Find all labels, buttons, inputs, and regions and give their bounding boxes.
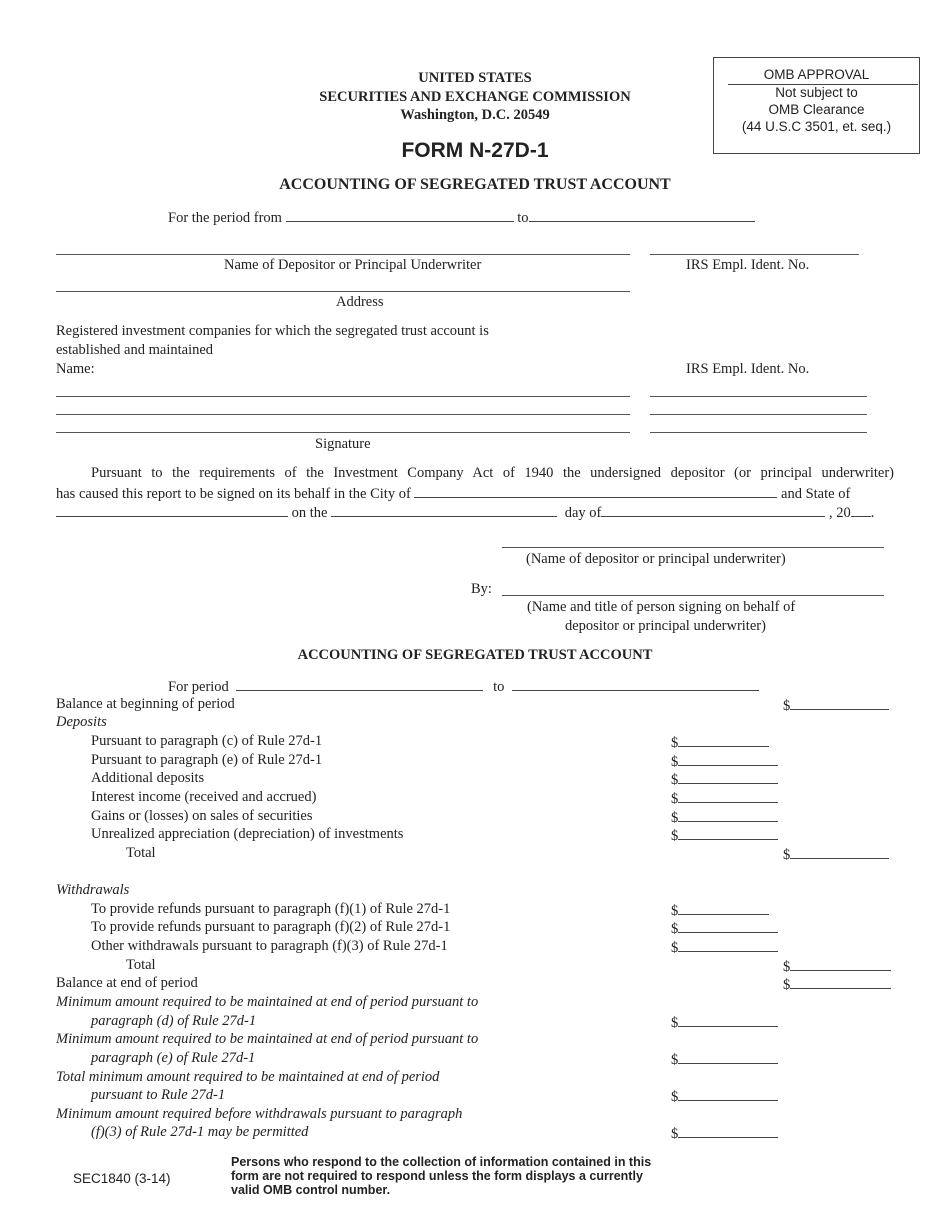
- period-from-field[interactable]: [286, 209, 514, 222]
- amount-field[interactable]: [678, 827, 778, 840]
- omb-line3: (44 U.S.C 3501, et. seq.): [741, 119, 892, 134]
- deposits-total-label: Total: [126, 845, 156, 861]
- amount-field[interactable]: [790, 697, 889, 710]
- balance-end-label: Balance at end of period: [56, 975, 198, 991]
- city-field[interactable]: [414, 485, 777, 498]
- accounting-from-field[interactable]: [236, 678, 483, 691]
- company-name-field[interactable]: [56, 396, 630, 397]
- withdrawal-f1-amount: [671, 902, 769, 919]
- omb-line2: OMB Clearance: [768, 102, 865, 117]
- deposit-unrealized-label: Unrealized appreciation (depreciation) of investments: [91, 826, 404, 842]
- companies-irs-label: IRS Empl. Ident. No.: [686, 361, 810, 377]
- day-of-field[interactable]: [601, 504, 825, 517]
- amount-field[interactable]: [790, 846, 889, 859]
- signer-caption-line2: depositor or principal underwriter): [565, 618, 766, 634]
- currency-sign: $: [671, 940, 679, 956]
- omb-notice-line2: form are not required to respond unless the form displays a currently: [231, 1169, 643, 1183]
- currency-sign: $: [671, 921, 679, 937]
- min-d-label-line2: paragraph (d) of Rule 27d-1: [91, 1013, 257, 1029]
- period-to-field[interactable]: [529, 209, 755, 222]
- min-e-label-line1: Minimum amount required to be maintained at end of period pursuant to: [56, 1031, 479, 1047]
- omb-notice-line3: valid OMB control number.: [231, 1183, 391, 1197]
- signer-caption-line1: (Name and title of person signing on behalf of: [527, 599, 796, 615]
- withdrawals-heading: Withdrawals: [56, 882, 130, 898]
- registered-companies-line2: established and maintained: [56, 342, 214, 358]
- deposit-unrealized-amount: [671, 827, 778, 844]
- currency-sign: $: [671, 1052, 679, 1068]
- accounting-to-field[interactable]: [512, 678, 759, 691]
- deposits-total-amount: [783, 846, 889, 863]
- agency-line1: UNITED STATES: [418, 70, 532, 86]
- min-e-amount: [671, 1051, 778, 1068]
- period-from-label: For the period from: [168, 210, 282, 226]
- company-name-field[interactable]: [56, 432, 630, 433]
- deposit-c-amount: [671, 734, 769, 751]
- omb-line1: Not subject to: [775, 85, 858, 100]
- depositor-caption: (Name of depositor or principal underwriter): [526, 551, 786, 567]
- on-the-field[interactable]: [331, 504, 557, 517]
- currency-sign: $: [783, 977, 791, 993]
- min-e-label-line2: paragraph (e) of Rule 27d-1: [91, 1050, 256, 1066]
- withdrawal-f3-label: Other withdrawals pursuant to paragraph (f)(3) of Rule 27d-1: [91, 938, 448, 954]
- deposit-e-amount: [671, 753, 778, 770]
- for-period-label: For period: [168, 679, 229, 695]
- currency-sign: $: [671, 772, 679, 788]
- currency-sign: $: [671, 1089, 679, 1105]
- accounting-heading: ACCOUNTING OF SEGREGATED TRUST ACCOUNT: [297, 647, 653, 663]
- amount-field[interactable]: [790, 976, 891, 989]
- company-irs-field[interactable]: [650, 414, 867, 415]
- withdrawal-f3-amount: [671, 939, 778, 956]
- deposit-gains-amount: [671, 809, 778, 826]
- omb-approval-box: [713, 57, 920, 154]
- city-label: has caused this report to be signed on its behalf in the City of: [56, 486, 411, 502]
- currency-sign: $: [671, 810, 679, 826]
- total-min-label-line2: pursuant to Rule 27d-1: [91, 1087, 226, 1103]
- address-label: Address: [336, 294, 384, 310]
- balance-beginning-label: Balance at beginning of period: [56, 696, 235, 712]
- deposits-heading: Deposits: [56, 714, 107, 730]
- form-title: FORM N-27D-1: [401, 139, 549, 162]
- signature-label: Signature: [315, 436, 371, 452]
- amount-field[interactable]: [678, 734, 769, 747]
- currency-sign: $: [783, 959, 791, 975]
- agency-city: Washington, D.C. 20549: [400, 107, 550, 123]
- by-signature-field[interactable]: [502, 595, 884, 596]
- deposit-e-label: Pursuant to paragraph (e) of Rule 27d-1: [91, 752, 323, 768]
- currency-sign: $: [671, 903, 679, 919]
- min-withdrawal-label-line2: (f)(3) of Rule 27d-1 may be permitted: [91, 1124, 309, 1140]
- omb-notice-line1: Persons who respond to the collection of information contained in this: [231, 1155, 652, 1169]
- on-the-label: on the: [291, 505, 328, 521]
- company-irs-field[interactable]: [650, 396, 867, 397]
- depositor-signature-field[interactable]: [502, 547, 884, 548]
- amount-field[interactable]: [678, 809, 778, 822]
- balance-end-amount: [783, 976, 891, 993]
- company-name-field[interactable]: [56, 414, 630, 415]
- form-code: SEC1840 (3-14): [73, 1171, 171, 1186]
- registered-companies-line1: Registered investment companies for which the segregated trust account is: [56, 323, 489, 339]
- address-field[interactable]: [56, 291, 630, 292]
- agency-line2: SECURITIES AND EXCHANGE COMMISSION: [319, 89, 631, 105]
- amount-field[interactable]: [678, 1014, 778, 1027]
- withdrawals-total-amount: [783, 958, 891, 975]
- deposit-c-label: Pursuant to paragraph (c) of Rule 27d-1: [91, 733, 323, 749]
- deposit-gains-label: Gains or (losses) on sales of securities: [91, 808, 313, 824]
- total-min-amount: [671, 1088, 778, 1105]
- min-withdrawal-label-line1: Minimum amount required before withdrawals pursuant to paragraph: [56, 1106, 463, 1122]
- amount-field[interactable]: [678, 1125, 778, 1138]
- min-withdrawal-amount: [671, 1125, 778, 1142]
- year-label: , 20: [828, 505, 851, 521]
- amount-field[interactable]: [678, 790, 778, 803]
- currency-sign: $: [671, 735, 679, 751]
- currency-sign: $: [783, 847, 791, 863]
- withdrawals-total-label: Total: [126, 957, 156, 973]
- depositor-name-label: Name of Depositor or Principal Underwriter: [224, 257, 482, 273]
- currency-sign: $: [671, 754, 679, 770]
- pursuant-line2: [56, 485, 850, 502]
- amount-field[interactable]: [678, 939, 778, 952]
- name-label: Name:: [56, 361, 95, 377]
- sentence-end: .: [870, 505, 875, 521]
- deposit-additional-label: Additional deposits: [91, 770, 205, 786]
- total-min-label-line1: Total minimum amount required to be maintained at end of period: [56, 1069, 440, 1085]
- min-d-amount: [671, 1014, 778, 1031]
- pursuant-line3: [56, 504, 874, 521]
- currency-sign: $: [671, 828, 679, 844]
- currency-sign: $: [671, 1126, 679, 1142]
- deposit-additional-amount: [671, 771, 778, 788]
- accounting-period-line: [168, 678, 759, 695]
- state-label: and State of: [781, 486, 851, 502]
- omb-approval-label: OMB APPROVAL: [763, 67, 870, 82]
- amount-field[interactable]: [678, 771, 778, 784]
- day-of-label: day of: [564, 505, 602, 521]
- amount-field[interactable]: [678, 753, 778, 766]
- amount-field[interactable]: [678, 902, 769, 915]
- currency-sign: $: [671, 791, 679, 807]
- currency-sign: $: [783, 698, 791, 714]
- amount-field[interactable]: [678, 1051, 778, 1064]
- pursuant-line1: Pursuant to the requirements of the Investment Company Act of 1940 the undersigned depositor (or principal underwriter): [91, 465, 894, 481]
- period-line: [168, 209, 755, 226]
- amount-field[interactable]: [790, 958, 891, 971]
- withdrawal-f1-label: To provide refunds pursuant to paragraph (f)(1) of Rule 27d-1: [91, 901, 451, 917]
- year-field[interactable]: [851, 504, 871, 517]
- amount-field[interactable]: [678, 920, 778, 933]
- currency-sign: $: [671, 1015, 679, 1031]
- depositor-name-field[interactable]: [56, 254, 630, 255]
- company-irs-field[interactable]: [650, 432, 867, 433]
- by-label: By:: [471, 581, 492, 597]
- withdrawal-f2-amount: [671, 920, 778, 937]
- depositor-irs-label: IRS Empl. Ident. No.: [686, 257, 810, 273]
- accounting-to-label: to: [493, 679, 505, 695]
- min-d-label-line1: Minimum amount required to be maintained at end of period pursuant to: [56, 994, 479, 1010]
- depositor-irs-field[interactable]: [650, 254, 859, 255]
- amount-field[interactable]: [678, 1088, 778, 1101]
- period-to-label: to: [517, 210, 529, 226]
- withdrawal-f2-label: To provide refunds pursuant to paragraph (f)(2) of Rule 27d-1: [91, 919, 451, 935]
- deposit-interest-amount: [671, 790, 778, 807]
- state-field[interactable]: [56, 504, 288, 517]
- deposit-interest-label: Interest income (received and accrued): [91, 789, 317, 805]
- form-subtitle: ACCOUNTING OF SEGREGATED TRUST ACCOUNT: [279, 176, 671, 193]
- balance-beginning-amount: [783, 697, 889, 714]
